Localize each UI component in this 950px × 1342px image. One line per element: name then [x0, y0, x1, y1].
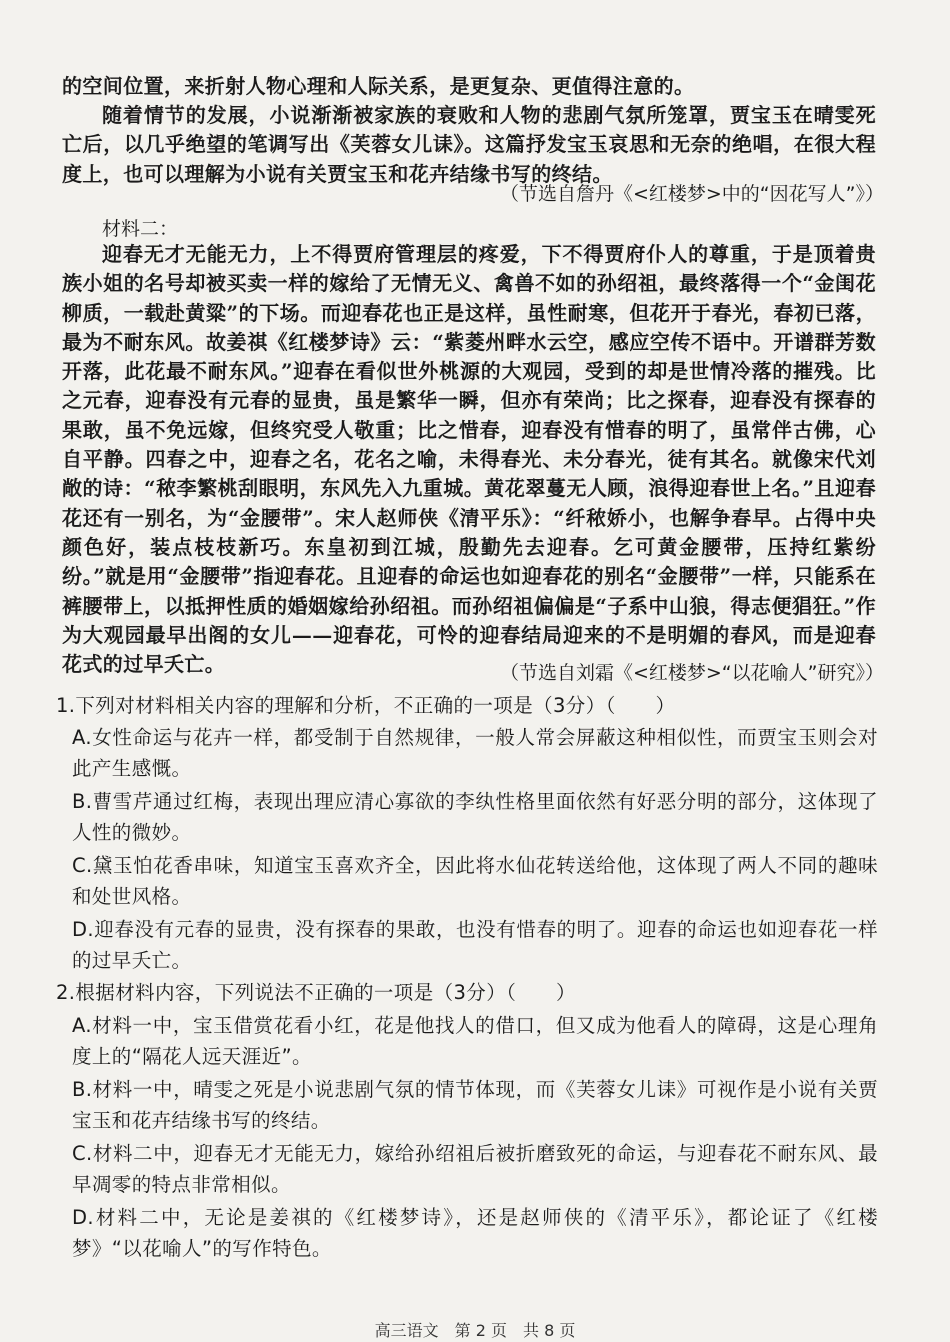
- question-1-option-b: B.曹雪芹通过红梅，表现出理应清心寡欲的李纨性格里面依然有好恶分明的部分，这体现了人性的微妙。: [72, 790, 878, 844]
- material2-source: （节选自刘霜《<红楼梦>“以花喻人”研究》）: [499, 662, 884, 684]
- question-2-option-d: D.材料二中，无论是姜祺的《红楼梦诗》，还是赵师侠的《清平乐》，都论证了《红楼梦》“以花喻人”的写作特色。: [72, 1206, 878, 1260]
- question-1-option-c: C.黛玉怕花香串味，知道宝玉喜欢齐全，因此将水仙花转送给他，这体现了两人不同的趣味和处世风格。: [72, 854, 878, 908]
- question-1-option-d: D.迎春没有元春的显贵，没有探春的果敢，也没有惜春的明了。迎春的命运也如迎春花一样的过早夭亡。: [72, 918, 878, 972]
- question-1-option-a: A.女性命运与花卉一样，都受制于自然规律，一般人常会屏蔽这种相似性，而贾宝玉则会对此产生感慨。: [72, 726, 878, 780]
- question-1-stem: 1.下列对材料相关内容的理解和分析，不正确的一项是（3分）（ ）: [56, 694, 676, 717]
- question-2-option-a: A.材料一中，宝玉借赏花看小红，花是他找人的借口，但又成为他看人的障碍，这是心理角度上的“隔花人远天涯近”。: [72, 1014, 878, 1068]
- material2-heading: 材料二：: [102, 218, 179, 240]
- question-2-option-c: C.材料二中，迎春无才无能无力，嫁给孙绍祖后被折磨致死的命运，与迎春花不耐东风、最早凋零的特点非常相似。: [72, 1142, 878, 1196]
- material1-paragraph-end: 的空间位置，来折射人物心理和人际关系，是更复杂、更值得注意的。: [62, 74, 695, 98]
- material1-source: （节选自詹丹《<红楼梦>中的“因花写人”》）: [499, 183, 884, 205]
- page-footer: 高三语文 第 2 页 共 8 页: [374, 1321, 576, 1340]
- question-2-option-b: B.材料一中，晴雯之死是小说悲剧气氛的情节体现，而《芙蓉女儿诔》可视作是小说有关贾宝玉和花卉结缘书写的终结。: [72, 1078, 878, 1132]
- material2-body: 迎春无才无能无力，上不得贾府管理层的疼爱，下不得贾府仆人的尊重，于是顶着贵族小姐的名号却被买卖一样的嫁给了无情无义、禽兽不如的孙绍祖，最终落得一个“金闺花柳质，一载赴黄粱”的下场。而迎春花也正是这样，虽性耐寒，但花开于春光，春初已落，最为不耐东风。故姜祺《红楼梦诗》云：“紫菱州畔水云空，感应空传不语中。开谱群芳数开落，此花最不耐东风。”迎春在看似世外桃源的大观园，受到的却是世情冷落的摧残。比之元春，迎春没有元春的显贵，虽是繁华一瞬，但亦有荣尚；比之探春，迎春没有探春的果敢，虽不免远嫁，但终究受人敬重；比之惜春，迎春没有惜春的明了，虽常伴古佛，心自平静。四春之中，迎春之名，花名之喻，未得春光、未分春光，徒有其名。就像宋代刘敞的诗：“秾李繁桃刮眼明，东风先入九重城。黄花翠蔓无人顾，浪得迎春世上名。”且迎春花还有一别名，为“金腰带”。宋人赵师侠《清平乐》：“纤秾娇小，也解争春早。占得中央颜色好，装点枝枝新巧。东皇初到江城，殷勤先去迎春。乞可黄金腰带，压持红紫纷纷。”就是用“金腰带”指迎春花。且迎春的命运也如迎春花的别名“金腰带”一样，只能系在裤腰带上，以抵押性质的婚姻嫁给孙绍祖。而孙绍祖偏偏是“子系中山狼，得志便猖狂。”作为大观园最早出阁的女儿——迎春花，可怜的迎春结局迎来的不是明媚的春风，而是迎春花式的过早夭亡。: [62, 242, 876, 677]
- question-2-stem: 2.根据材料内容，下列说法不正确的一项是（3分）（ ）: [56, 981, 576, 1004]
- material1-paragraph: 随着情节的发展，小说渐渐被家族的衰败和人物的悲剧气氛所笼罩，贾宝玉在晴雯死亡后，以几乎绝望的笔调写出《芙蓉女儿诔》。这篇抒发宝玉哀思和无奈的绝唱，在很大程度上，也可以理解为小说有关贾宝玉和花卉结缘书写的终结。: [62, 103, 876, 186]
